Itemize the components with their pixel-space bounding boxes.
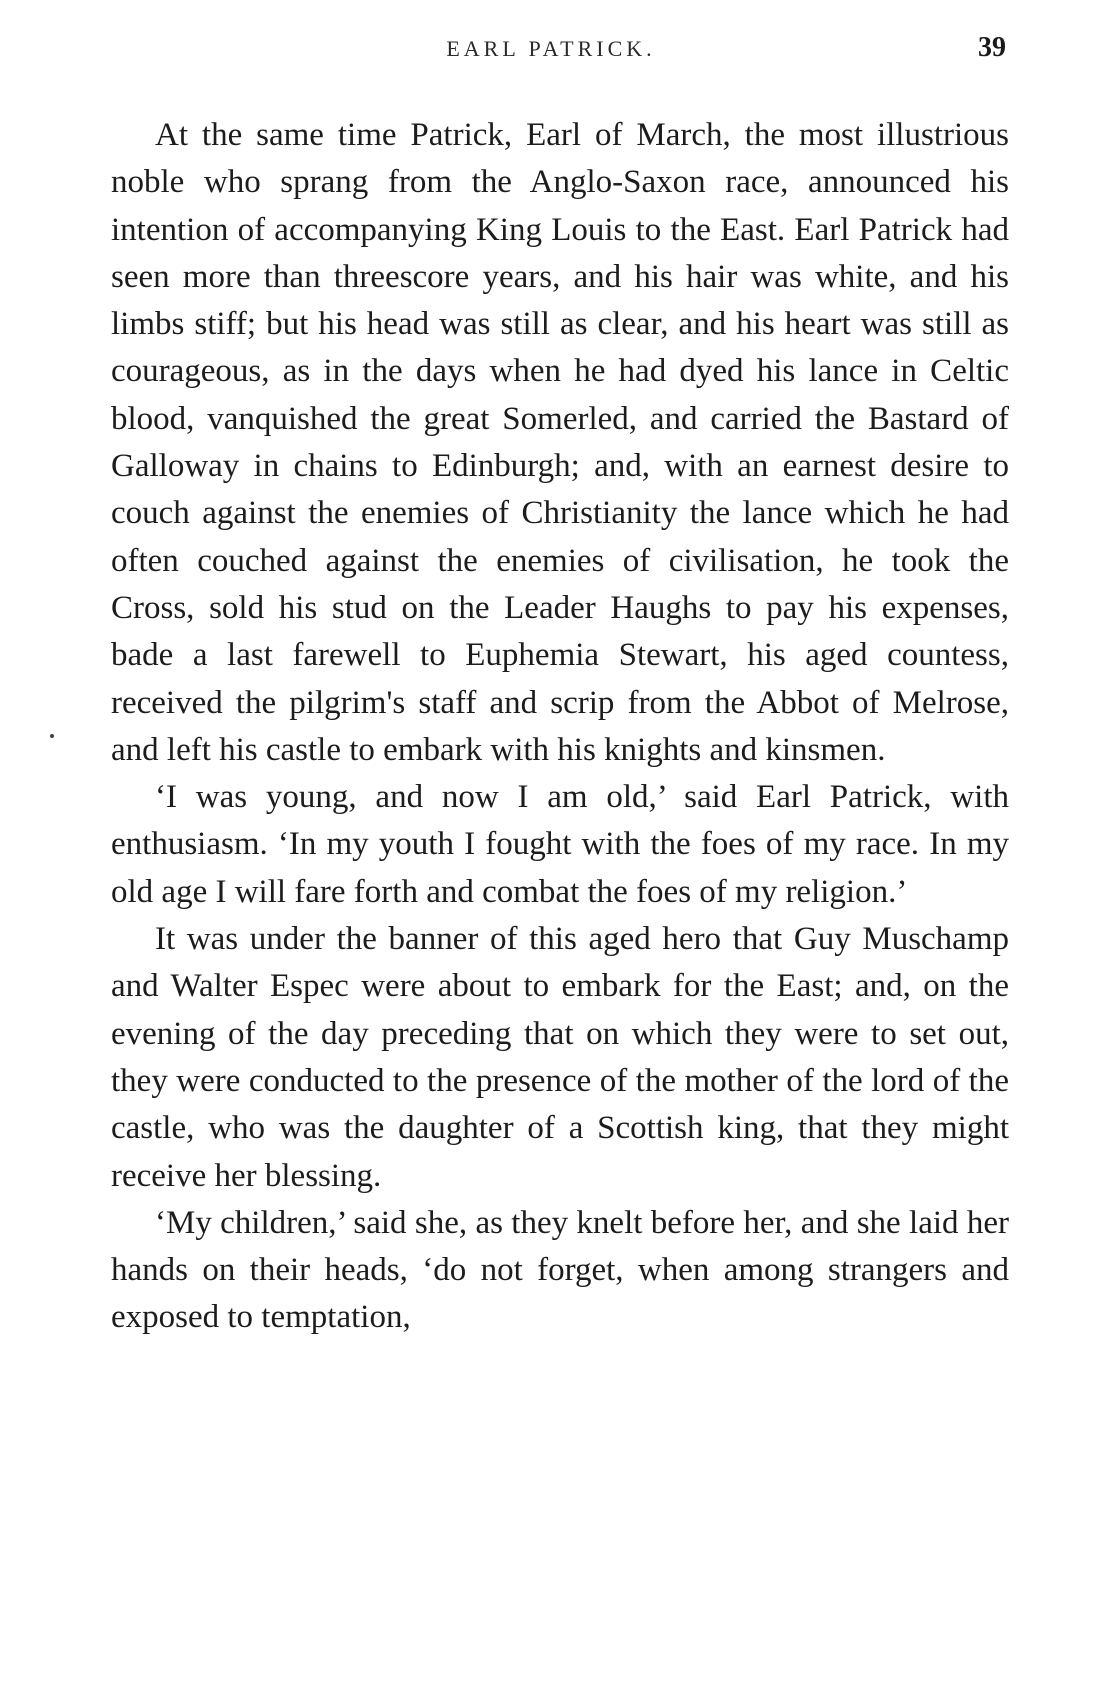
paragraph-earl-patrick: At the same time Patrick, Earl of March, the most illustrious noble who sprang from the Anglo-Saxon race, announced his intention of accompanying King Louis to the East. Earl Patrick had seen more than threescore years, and his hair was white, and his limbs stiff; but his head was still as clear, and his heart was still as courageous, as in the days when he had dyed his lance in Celtic blood, vanquished the great Somerled, and carried the Bastard of Galloway in chains to Edinburgh; and, with an earnest desire to couch against the enemies of Christianity the lance which he had often couched against the enemies of civilisation, he took the Cross, sold his stud on the Leader Haughs to pay his expenses, bade a last farewell to Euphemia Stewart, his aged countess, received the pilgrim's staff and scrip from the Abbot of Melrose, and left his castle to embark with his knights and kinsmen. bbox=[111, 117, 1009, 768]
paragraph-my-children: ‘My children,’ said she, as they knelt before her, and she laid her hands on their heads, ‘do not forget, when among strangers and exposed to temptation, bbox=[111, 1204, 1009, 1336]
print-speck bbox=[50, 734, 54, 738]
body-text bbox=[111, 112, 1009, 1342]
running-head bbox=[0, 32, 1102, 76]
paragraph-quote-young-old: ‘I was young, and now I am old,’ said Earl Patrick, with enthusiasm. ‘In my youth I fought with the foes of my race. In my old age I will fare forth and combat the foes of my religion.’ bbox=[111, 779, 1009, 910]
running-title: EARL PATRICK. bbox=[446, 36, 656, 61]
paragraph-banner: It was under the banner of this aged hero that Guy Muschamp and Walter Espec were about to embark for the East; and, on the evening of the day preceding that on which they were to set out, they were conducted to the presence of the mother of the lord of the castle, who was the daughter of a Scottish king, that they might receive her blessing. bbox=[111, 921, 1009, 1194]
page-number: 39 bbox=[978, 32, 1006, 63]
